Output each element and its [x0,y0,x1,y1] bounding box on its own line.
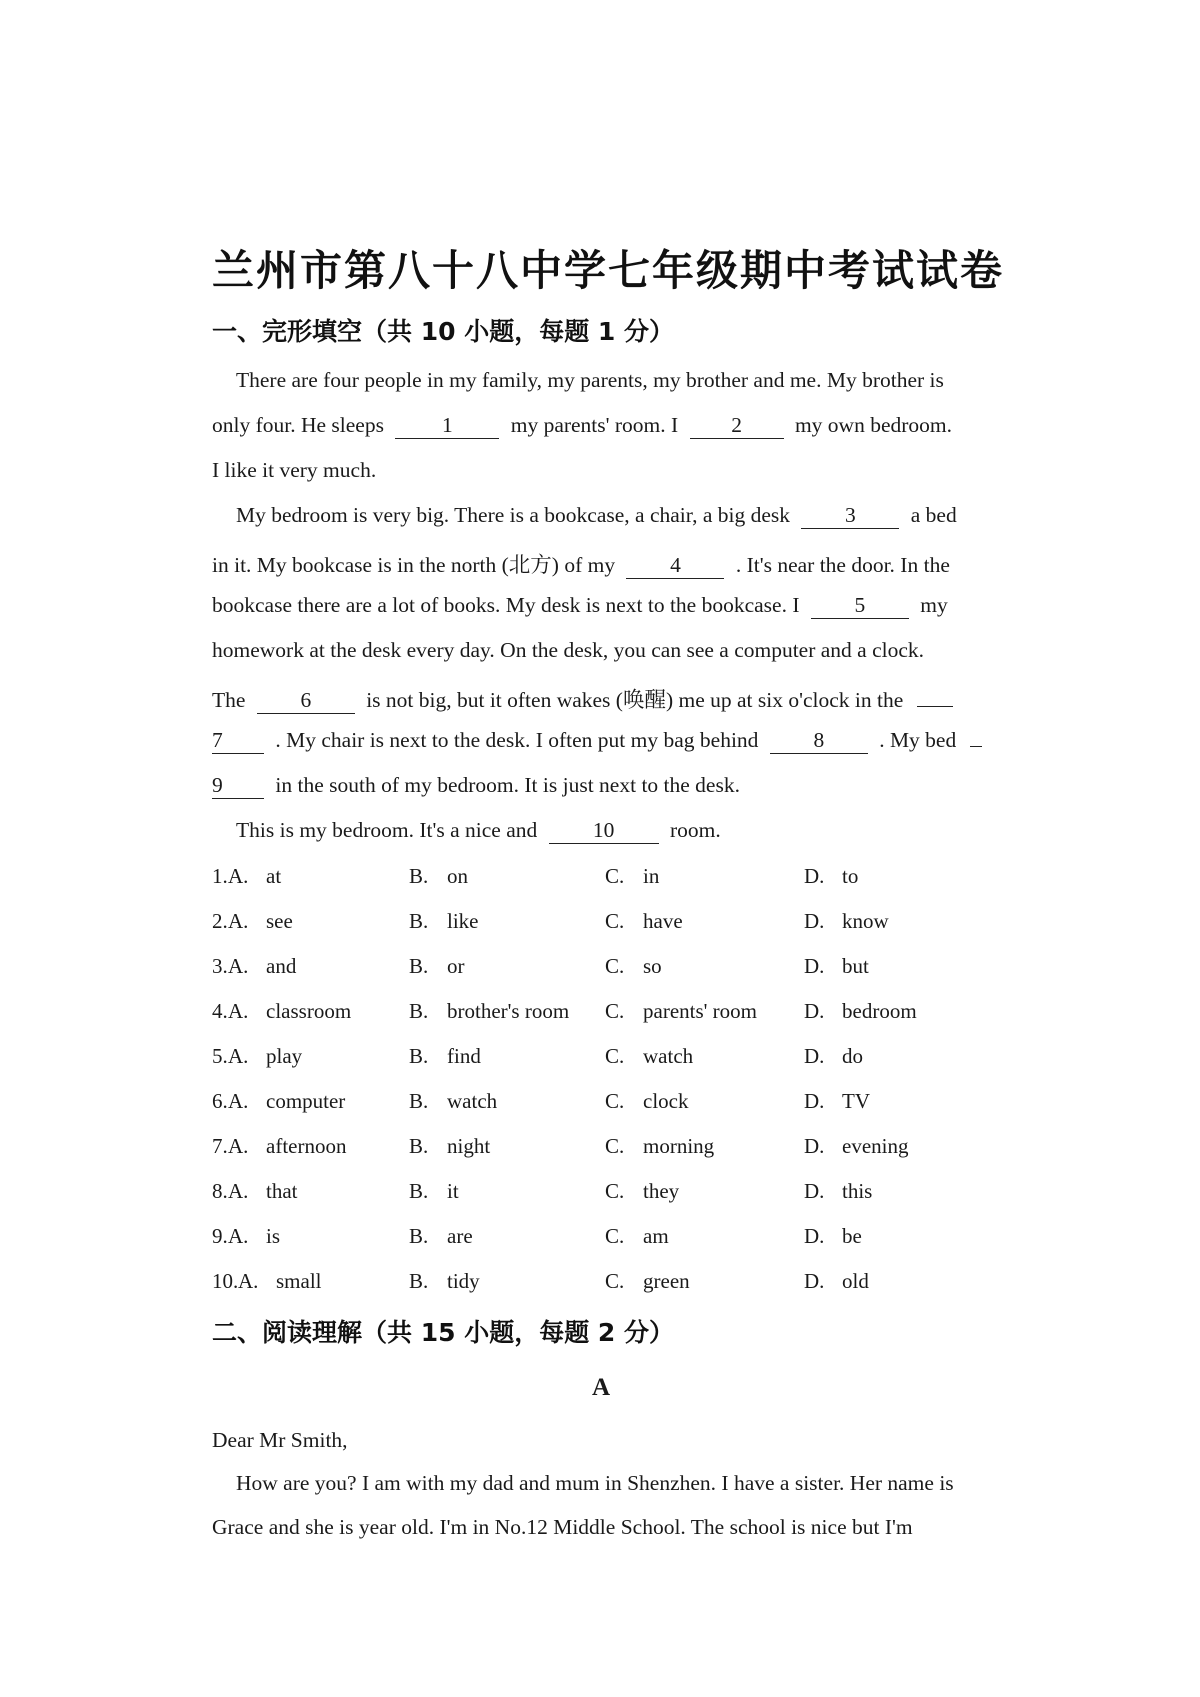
option-d[interactable] [804,1179,872,1204]
passage-text: homework at the desk every day. On the desk, you can see a computer and a clock. [212,638,925,662]
option-letter: B. [409,909,429,933]
passage-text: my [920,593,948,617]
passage-line [212,728,1012,754]
option-text: find [447,1044,481,1068]
option-letter: B. [409,1134,429,1158]
passage-text: room. [669,818,721,842]
option-letter: B. [409,954,429,978]
option-text: to [842,864,859,888]
option-text: know [842,909,889,933]
blank-8[interactable]: 8 [770,729,868,754]
passage-text: is not big, but it often wakes (唤醒) me up at six o'clock in the [366,688,904,712]
option-b[interactable] [409,999,569,1024]
option-a[interactable] [228,1134,346,1159]
option-c[interactable] [605,1224,669,1249]
passage-text: My bedroom is very big. There is a bookcase, a chair, a big desk [236,503,791,527]
option-text: bedroom [842,999,917,1023]
option-a[interactable] [228,954,296,979]
passage-text: in it. My bookcase is in the north (北方) of my [212,553,616,577]
option-a[interactable] [228,909,293,934]
option-letter: B. [409,1044,429,1068]
option-text: tidy [447,1269,480,1293]
option-letter: D. [804,999,825,1023]
question-number: 4. [212,999,228,1023]
option-letter: A. [228,1224,249,1248]
option-letter: C. [605,1044,625,1068]
option-letter: D. [804,1044,825,1068]
option-a[interactable] [228,864,281,889]
option-letter: C. [605,909,625,933]
option-text: watch [447,1089,498,1113]
option-b[interactable] [409,1179,459,1204]
blank-10[interactable]: 10 [549,819,659,844]
option-b[interactable] [409,1224,473,1249]
option-c[interactable] [605,864,659,889]
passage-text: only four. He sleeps [212,413,384,437]
option-b[interactable] [409,1134,490,1159]
option-letter: C. [605,1134,625,1158]
option-text: that [266,1179,298,1203]
option-letter: B. [409,1179,429,1203]
option-c[interactable] [605,1134,714,1159]
blank-6[interactable]: 6 [257,689,355,714]
blank-2[interactable]: 2 [690,414,784,439]
passage-text: my parents' room. I [510,413,679,437]
option-text: see [266,909,293,933]
option-text: TV [842,1089,870,1113]
passage-text: a bed [910,503,957,527]
option-a[interactable] [228,1044,302,1069]
option-letter: A. [228,954,249,978]
option-d[interactable] [804,864,858,889]
option-letter: A. [228,864,249,888]
option-letter: C. [605,1089,625,1113]
option-letter: B. [409,1269,429,1293]
option-text: watch [643,1044,694,1068]
option-letter: A. [228,1134,249,1158]
option-c[interactable] [605,1269,690,1294]
blank-3[interactable]: 3 [801,504,899,529]
option-a[interactable] [228,1089,345,1114]
option-letter: D. [804,909,825,933]
question-number: 2. [212,909,228,933]
option-text: at [266,864,282,888]
question-number: 3. [212,954,228,978]
option-text: this [842,1179,873,1203]
option-letter: D. [804,1134,825,1158]
option-letter: C. [605,864,625,888]
option-c[interactable] [605,1044,693,1069]
blank-7-lead [917,706,953,707]
option-letter: D. [804,1269,825,1293]
option-letter: B. [409,1224,429,1248]
option-b[interactable] [409,1044,481,1069]
option-b[interactable] [409,909,479,934]
option-text: afternoon [266,1134,347,1158]
option-text: in [643,864,660,888]
option-text: clock [643,1089,689,1113]
option-text: am [643,1224,669,1248]
passage-text: I like it very much. [212,458,377,482]
option-text: small [276,1269,322,1293]
option-text: parents' room [643,999,758,1023]
passage-text: . It's near the door. In the [735,553,950,577]
option-letter: C. [605,1179,625,1203]
option-c[interactable] [605,999,757,1024]
option-text: it [447,1179,459,1203]
option-letter: A. [228,909,249,933]
blank-5[interactable]: 5 [811,594,909,619]
passage-line [212,458,1012,483]
letter-greeting: Dear Mr Smith, [212,1428,348,1452]
option-letter: D. [804,864,825,888]
option-letter: C. [605,954,625,978]
option-c[interactable] [605,1179,679,1204]
option-text: night [447,1134,491,1158]
question-number: 1. [212,864,228,888]
option-b[interactable] [409,1089,497,1114]
passage-text: in the south of my bedroom. It is just next to the desk. [275,773,740,797]
option-text: is [266,1224,281,1248]
passage-line [212,773,1012,799]
question-number: 10. [212,1269,239,1293]
option-text: but [842,954,869,978]
passage-line [212,683,1012,714]
page-title: 兰州市第八十八中学七年级期中考试试卷 [212,246,1005,295]
option-text: green [643,1269,690,1293]
letter-line: Grace and she is year old. I'm in No.12 Middle School. The school is nice but I'm [212,1515,913,1539]
letter-line: How are you? I am with my dad and mum in Shenzhen. I have a sister. Her name is [236,1471,954,1495]
question-number: 7. [212,1134,228,1158]
option-text: play [266,1044,303,1068]
option-text: have [643,909,683,933]
option-d[interactable] [804,1044,863,1069]
question-number: 6. [212,1089,228,1113]
option-letter: D. [804,1089,825,1113]
option-text: or [447,954,465,978]
question-number: 9. [212,1224,228,1248]
option-a[interactable] [228,999,351,1024]
option-letter: A. [228,1044,249,1068]
option-c[interactable] [605,954,662,979]
option-text: old [842,1269,869,1293]
option-a[interactable] [228,1224,280,1249]
passage-text: . My chair is next to the desk. I often put my bag behind [275,728,759,752]
passage-line [212,638,1012,663]
option-letter: A. [228,1179,249,1203]
option-letter: A. [228,1089,249,1113]
option-letter: D. [804,1179,825,1203]
blank-7[interactable]: 7 [212,729,264,754]
option-d[interactable] [804,1089,870,1114]
option-letter: A. [228,999,249,1023]
passage-text: This is my bedroom. It's a nice and [236,818,538,842]
passage-line [236,503,1036,529]
section-2-heading: 二、阅读理解（共 15 小题，每题 2 分） [212,1318,675,1347]
option-a[interactable] [238,1269,322,1294]
passage-text: . My bed [879,728,957,752]
blank-1[interactable]: 1 [395,414,499,439]
option-letter: C. [605,1269,625,1293]
option-text: be [842,1224,862,1248]
option-b[interactable] [409,864,468,889]
option-c[interactable] [605,1089,688,1114]
passage-text: There are four people in my family, my parents, my brother and me. My brother is [236,368,944,392]
option-text: do [842,1044,863,1068]
option-letter: B. [409,999,429,1023]
passage-line [236,368,1036,393]
option-text: like [447,909,479,933]
option-b[interactable] [409,954,465,979]
passage-line [236,818,1036,844]
passage-line [212,593,1012,619]
option-d[interactable] [804,909,889,934]
option-d[interactable] [804,1269,869,1294]
blank-9[interactable]: 9 [212,774,264,799]
blank-9-lead [970,746,982,747]
option-letter: B. [409,864,429,888]
option-letter: D. [804,1224,825,1248]
option-letter: C. [605,999,625,1023]
option-c[interactable] [605,909,683,934]
section-1-heading: 一、完形填空（共 10 小题，每题 1 分） [212,317,675,346]
option-d[interactable] [804,1134,908,1159]
question-number: 5. [212,1044,228,1068]
option-text: they [643,1179,680,1203]
option-text: morning [643,1134,715,1158]
option-text: computer [266,1089,346,1113]
option-a[interactable] [228,1179,298,1204]
option-letter: A. [238,1269,259,1293]
passage-label: A [592,1374,611,1401]
passage-text: bookcase there are a lot of books. My desk is next to the bookcase. I [212,593,800,617]
option-text: on [447,864,468,888]
option-letter: B. [409,1089,429,1113]
passage-line [212,548,1012,579]
option-b[interactable] [409,1269,480,1294]
passage-text: my own bedroom. [794,413,953,437]
option-text: are [447,1224,473,1248]
passage-text: The [212,688,246,712]
option-text: so [643,954,662,978]
question-number: 8. [212,1179,228,1203]
option-letter: C. [605,1224,625,1248]
blank-4[interactable]: 4 [626,554,724,579]
option-text: and [266,954,297,978]
option-text: brother's room [447,999,570,1023]
option-d[interactable] [804,1224,862,1249]
option-text: classroom [266,999,352,1023]
option-letter: D. [804,954,825,978]
passage-line [212,413,1012,439]
option-d[interactable] [804,999,917,1024]
option-d[interactable] [804,954,869,979]
option-text: evening [842,1134,909,1158]
